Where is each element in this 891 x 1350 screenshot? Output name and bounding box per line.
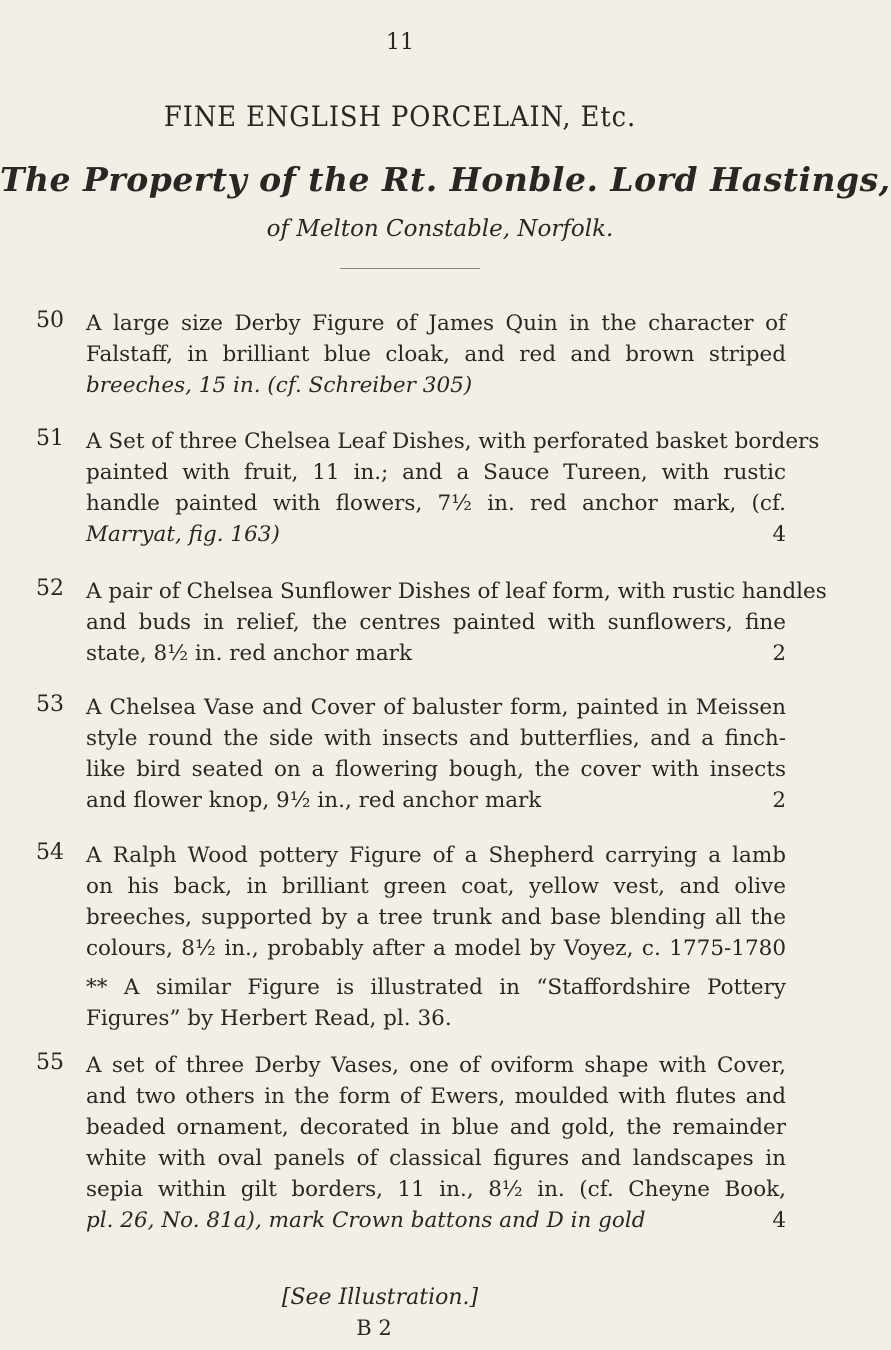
lot-line-text: Marryat, fig. 163) (86, 522, 280, 547)
lot-note-line: Figures” by Herbert Read, pl. 36. (86, 1006, 452, 1031)
lot-description (86, 308, 786, 401)
lot-line: beaded ornament, decorated in blue and gold, the remainder (86, 1115, 786, 1140)
lot-description (86, 692, 786, 816)
lot-quantity: 2 (772, 788, 786, 813)
lot-description (86, 426, 820, 550)
lot-quantity: 2 (772, 641, 786, 666)
lot-number: 51 (36, 426, 64, 451)
lot-number: 50 (36, 308, 64, 333)
lot-line: A pair of Chelsea Sunflower Dishes of leaf form, with rustic handles (86, 579, 827, 604)
lot-line: on his back, in brilliant green coat, yellow vest, and olive (86, 874, 786, 899)
lot-line: painted with fruit, 11 in.; and a Sauce Tureen, with rustic (86, 460, 786, 485)
lot-line: Falstaff, in brilliant blue cloak, and red and brown striped (86, 342, 786, 367)
lot-quantity: 4 (772, 1208, 786, 1233)
lot-quantity: 4 (772, 522, 786, 547)
lot-line-text: pl. 26, No. 81a), mark Crown battons and D in gold (86, 1208, 646, 1233)
lot-description (86, 576, 827, 669)
lot-number: 55 (36, 1050, 64, 1075)
lot-line: sepia within gilt borders, 11 in., 8½ in. (cf. Cheyne Book, (86, 1177, 786, 1202)
lot-line: A Ralph Wood pottery Figure of a Shepherd carrying a lamb (86, 843, 786, 868)
lot-line: white with oval panels of classical figures and landscapes in (86, 1146, 786, 1171)
lot-line: handle painted with flowers, 7½ in. red anchor mark, (cf. (86, 491, 786, 516)
lot-line-final (86, 1205, 786, 1236)
lot-line: breeches, supported by a tree trunk and base blending all the (86, 905, 786, 930)
lot-number: 52 (36, 576, 64, 601)
lot-line: like bird seated on a flowering bough, the cover with insects (86, 757, 786, 782)
lot-description (86, 840, 786, 1034)
lot-line: colours, 8½ in., probably after a model by Voyez, c. 1775-1780 (86, 936, 786, 961)
lot-line-final (86, 519, 786, 550)
lot-line: A set of three Derby Vases, one of oviform shape with Cover, (86, 1053, 786, 1078)
lot-line: A Chelsea Vase and Cover of baluster form, painted in Meissen (86, 695, 786, 720)
lot-line: breeches, 15 in. (cf. Schreiber 305) (86, 373, 473, 398)
lot-line-text: state, 8½ in. red anchor mark (86, 641, 412, 666)
page-heading: FINE ENGLISH PORCELAIN, Etc. (163, 100, 637, 133)
divider-rule (340, 268, 480, 269)
see-illustration-note: [See Illustration.] (281, 1285, 479, 1310)
lot-line-final (86, 785, 786, 816)
property-subtitle: of Melton Constable, Norfolk. (266, 216, 614, 242)
lot-note-line: ** A similar Figure is illustrated in “Staffordshire Pottery (86, 975, 786, 1000)
page-number: 11 (386, 30, 414, 55)
signature-mark: B 2 (356, 1316, 392, 1340)
lot-line: and buds in relief, the centres painted with sunflowers, fine (86, 610, 786, 635)
lot-number: 53 (36, 692, 64, 717)
lot-description (86, 1050, 786, 1236)
lot-line: A Set of three Chelsea Leaf Dishes, with perforated basket borders (86, 429, 820, 454)
lot-line-final (86, 638, 786, 669)
property-title: The Property of the Rt. Honble. Lord Hastings, (0, 160, 891, 199)
lot-line-text: and flower knop, 9½ in., red anchor mark (86, 788, 542, 813)
lot-number: 54 (36, 840, 64, 865)
lot-line: and two others in the form of Ewers, moulded with flutes and (86, 1084, 786, 1109)
lot-line: A large size Derby Figure of James Quin in the character of (86, 311, 786, 336)
lot-line: style round the side with insects and butterflies, and a finch- (86, 726, 786, 751)
